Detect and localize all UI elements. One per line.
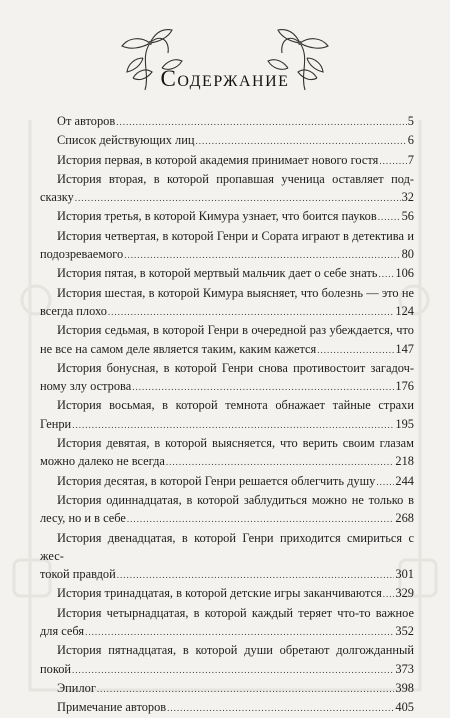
toc-page-number: 7 [407, 152, 414, 167]
toc-entry-title-cont: можно далеко не всегда [40, 454, 165, 469]
toc-entry-title: История десятая, в которой Генри решается облегчить душу [57, 473, 376, 488]
toc-entry-title-cont: сказку [40, 190, 74, 205]
toc-page-number: 373 [395, 661, 414, 676]
leader-dots [378, 265, 394, 283]
leader-dots [166, 453, 394, 471]
toc-page-number: 176 [395, 379, 414, 394]
toc-page-number: 6 [407, 133, 414, 148]
leader-dots [379, 152, 406, 170]
toc-page-number: 398 [395, 680, 414, 695]
toc-entry[interactable] [40, 131, 414, 150]
toc-entry[interactable] [40, 584, 414, 603]
toc-entry[interactable] [40, 321, 414, 359]
toc-entry-title: История пятнадцатая, в которой души обретают долгожданный [57, 643, 414, 658]
toc-entry-title-cont: всегда плохо [40, 303, 107, 318]
toc-entry-title: История одиннадцатая, в которой заблудиться можно не только в [57, 492, 414, 507]
toc-entry-title-cont: лесу, но и в себе [40, 511, 126, 526]
leader-dots [376, 473, 394, 491]
toc-entry-title: История седьмая, в которой Генри в очередной раз убеждается, что [57, 323, 414, 338]
toc-entry-title: Примечание авторов [57, 700, 167, 715]
leader-dots [117, 566, 395, 584]
leader-dots [72, 661, 394, 679]
toc-entry[interactable] [40, 207, 414, 226]
toc-entry-title: История четырнадцатая, в которой каждый теряет что-то важное [57, 605, 414, 620]
toc-entry-title: История девятая, в которой выясняется, что верить своим глазам [57, 436, 414, 451]
toc-entry-title-cont: покой [40, 661, 72, 676]
toc-page-number: 244 [395, 473, 414, 488]
toc-entry-title: История шестая, в которой Кимура выясняет, что болезнь — это не [57, 285, 414, 300]
leader-dots [132, 378, 394, 396]
toc-entry[interactable] [40, 604, 414, 642]
toc-entry[interactable] [40, 529, 414, 585]
toc-entry-title: История пятая, в которой мертвый мальчик дает о себе знать [57, 266, 378, 281]
toc-entry-title: История бонусная, в которой Генри снова противостоит загадоч- [57, 360, 414, 375]
toc-page-number: 147 [395, 341, 414, 356]
toc-entry-title: История восьмая, в которой темнота обнажает тайные страхи [57, 398, 414, 413]
toc-page-number: 329 [395, 586, 414, 601]
toc-entry-title: История двенадцатая, в которой Генри приходится смириться с жес- [40, 530, 414, 563]
toc-entry-title-cont: токой правдой [40, 567, 116, 582]
toc-entry-title: История третья, в которой Кимура узнает, что боится пауков [57, 209, 377, 224]
leader-dots [124, 246, 400, 264]
toc-page-number: 405 [395, 700, 414, 715]
toc-entry-title: История первая, в которой академия принимает нового гостя [57, 152, 379, 167]
toc-entry[interactable] [40, 679, 414, 698]
toc-entry-title: История вторая, в которой пропавшая ученица оставляет под- [57, 171, 414, 186]
toc-entry-title-cont: Генри [40, 416, 72, 431]
toc-page-number: 124 [395, 303, 414, 318]
toc-entry[interactable] [40, 641, 414, 679]
toc-entry-title-cont: подозреваемого [40, 247, 124, 262]
toc-entry[interactable] [40, 396, 414, 434]
toc-entry-title: История тринадцатая, в которой детские игры заканчиваются [57, 586, 382, 601]
leader-dots [378, 208, 401, 226]
toc-entry-title: История четвертая, в которой Генри и Сората играют в детектива и [57, 228, 414, 243]
toc-page-number: 5 [407, 114, 414, 128]
toc-entry[interactable] [40, 151, 414, 170]
leader-dots [195, 132, 406, 150]
toc-entry-title: От авторов [57, 114, 116, 128]
leader-dots [127, 510, 395, 528]
toc-entry-title: Эпилог [57, 680, 96, 695]
toc-entry[interactable] [40, 227, 414, 265]
leader-dots [85, 623, 394, 641]
toc-entry[interactable] [40, 491, 414, 529]
page-title: Содержание [160, 66, 290, 91]
toc-entry[interactable] [40, 472, 414, 491]
toc-entry[interactable] [40, 359, 414, 397]
toc-entry[interactable] [40, 112, 414, 131]
leader-dots [72, 416, 394, 434]
toc-entry[interactable] [40, 170, 414, 208]
toc-page-number: 218 [395, 454, 414, 469]
table-of-contents [40, 112, 414, 718]
toc-entry-title-cont: ному злу острова [40, 379, 132, 394]
leader-dots [167, 699, 394, 717]
toc-entry-title: Список действующих лиц [57, 133, 195, 148]
leader-dots [383, 585, 395, 603]
toc-page-number: 32 [401, 190, 414, 205]
toc-page-number: 106 [395, 266, 414, 281]
toc-entry-title-cont: для себя [40, 624, 85, 639]
toc-page-number: 80 [401, 247, 414, 262]
leader-dots [97, 680, 395, 698]
toc-page-number: 268 [395, 511, 414, 526]
leader-dots [116, 113, 407, 131]
toc-entry[interactable] [40, 264, 414, 283]
toc-entry[interactable] [40, 434, 414, 472]
toc-page-number: 195 [395, 416, 414, 431]
leader-dots [75, 189, 401, 207]
toc-page-number: 352 [395, 624, 414, 639]
toc-page-number: 56 [401, 209, 414, 224]
toc-entry[interactable] [40, 698, 414, 717]
toc-entry[interactable] [40, 284, 414, 322]
leader-dots [317, 341, 394, 359]
leader-dots [108, 303, 394, 321]
toc-entry-title-cont: не все на самом деле является таким, каким кажется [40, 341, 317, 356]
toc-page-number: 301 [395, 567, 414, 582]
